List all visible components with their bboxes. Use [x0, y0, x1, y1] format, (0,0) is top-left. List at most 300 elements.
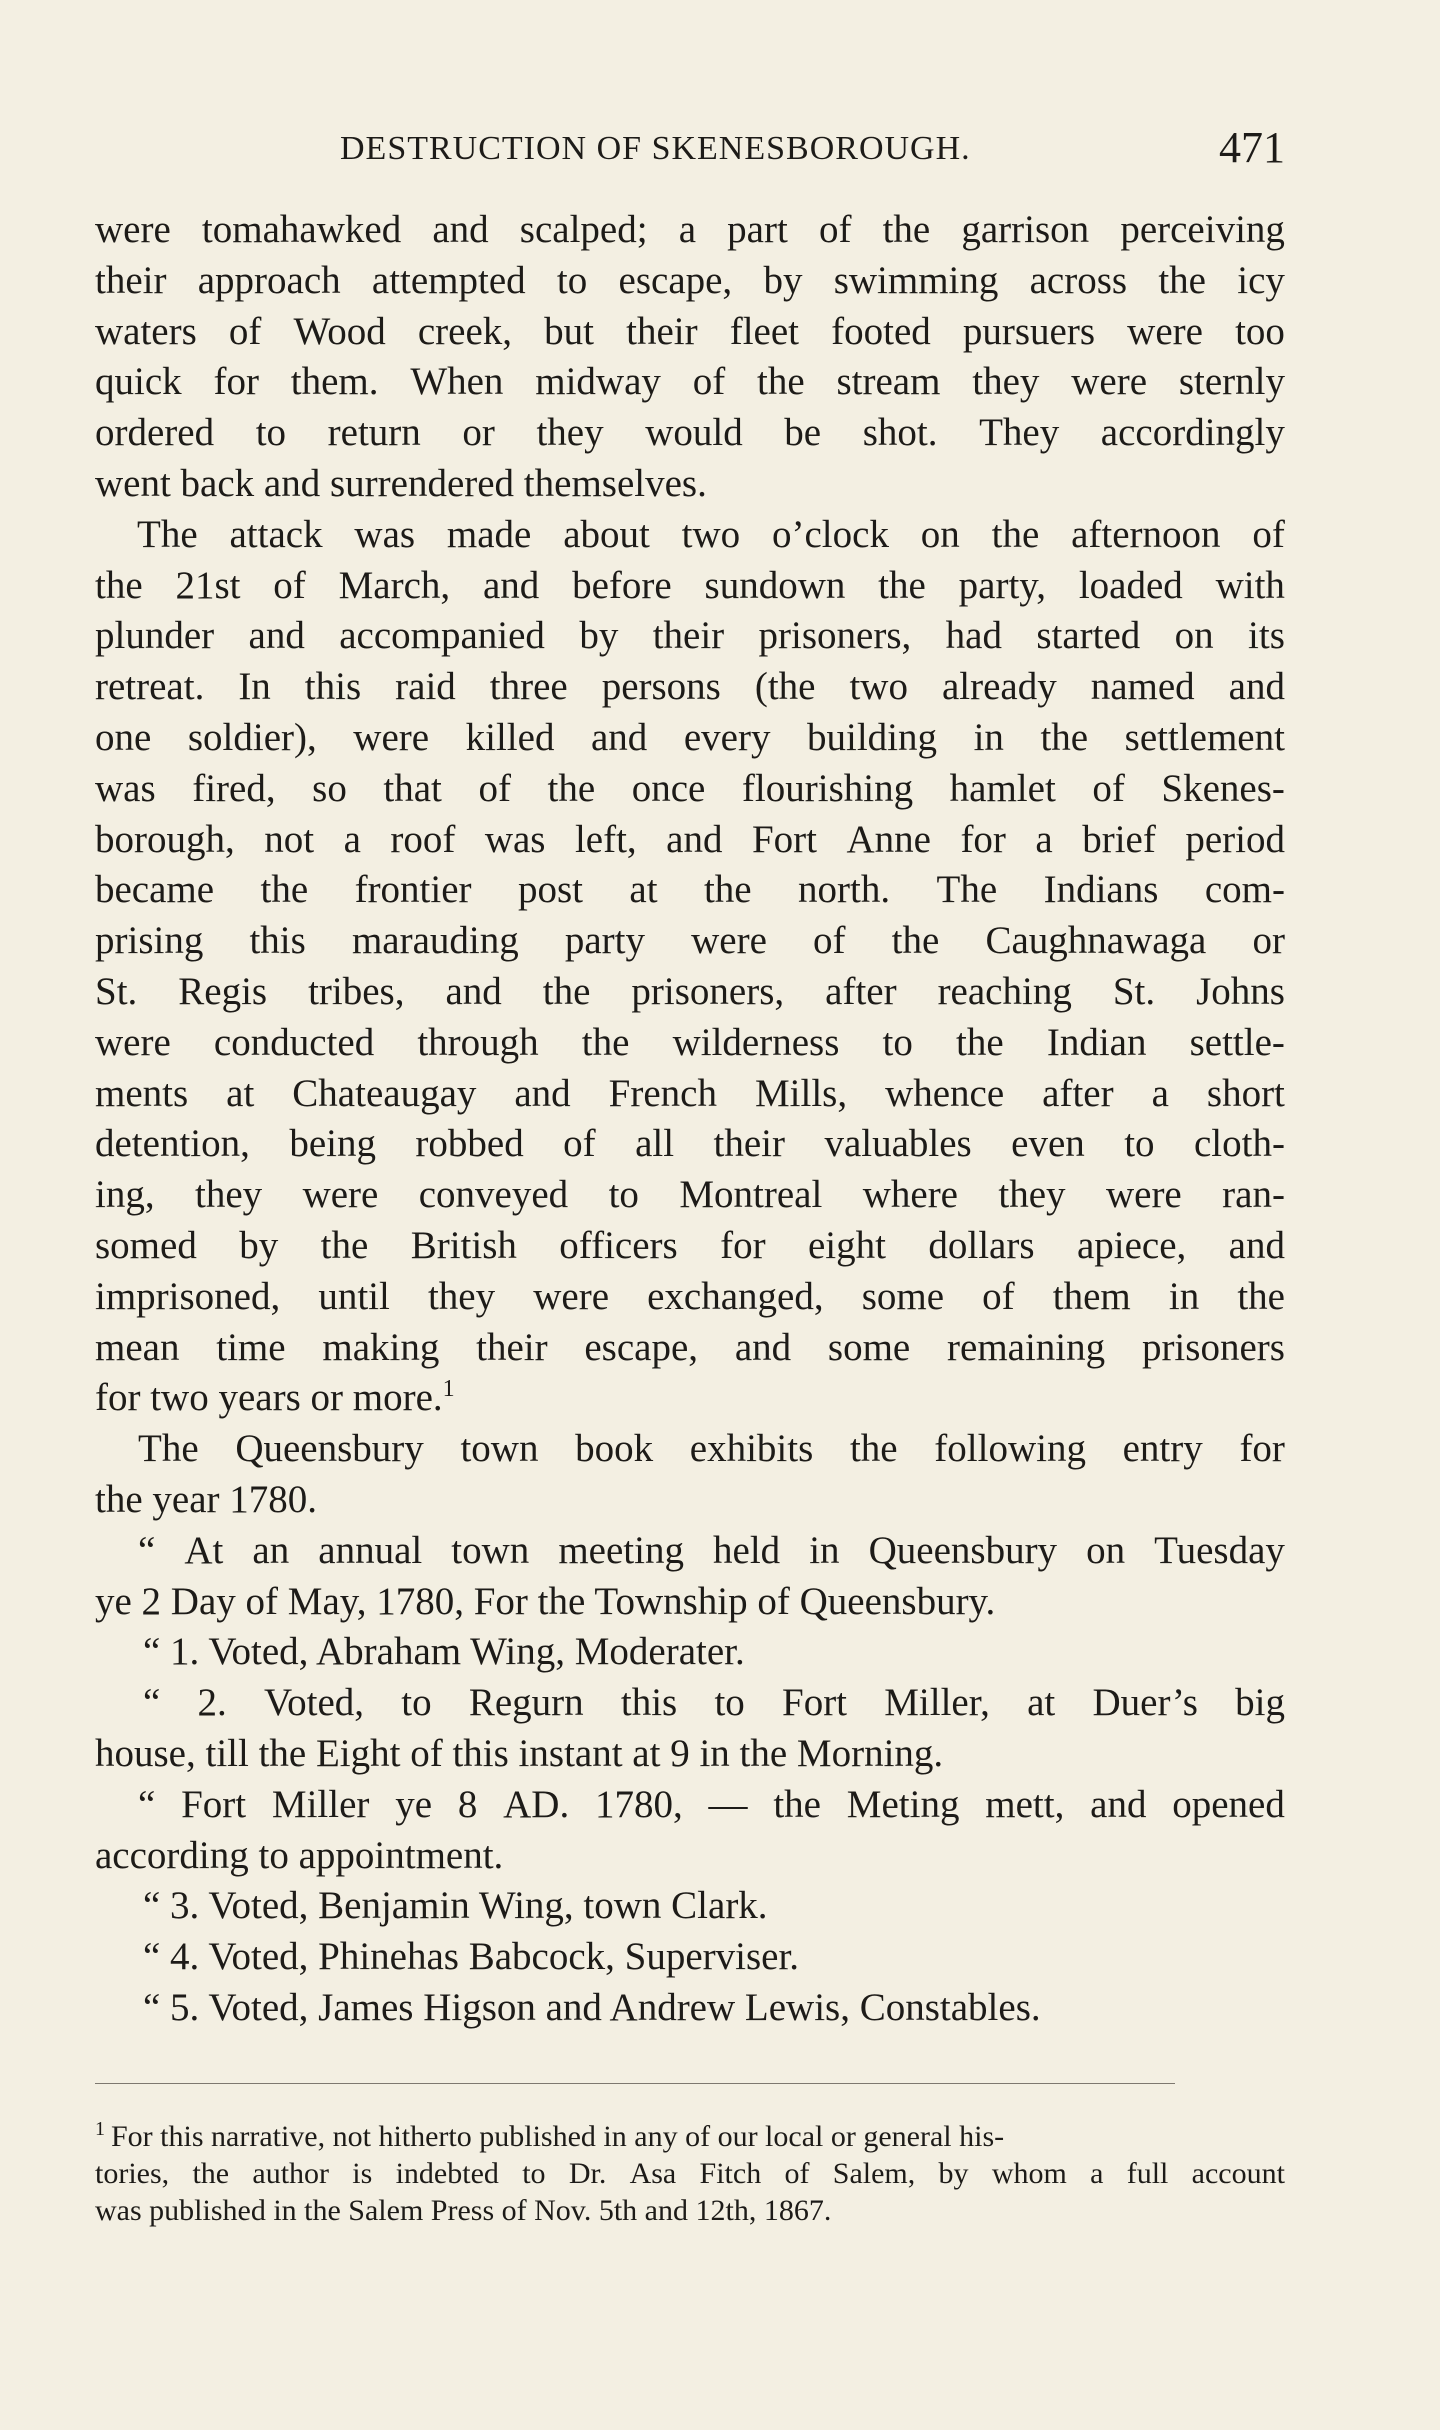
- word: British: [410, 1223, 517, 1267]
- body-line-24: [95, 1373, 1285, 1424]
- word: indebted: [395, 2157, 499, 2190]
- word: and: [248, 614, 305, 658]
- word: Indians: [1043, 868, 1159, 912]
- word: for: [213, 360, 259, 404]
- word: somed: [95, 1223, 197, 1267]
- running-head: [95, 122, 1285, 174]
- word: for: [720, 1223, 766, 1267]
- word: Montreal: [679, 1173, 823, 1217]
- word: them.: [290, 360, 379, 404]
- word: attack: [229, 512, 323, 556]
- body-line-24-text: for two years or more.: [95, 1376, 443, 1420]
- word: town: [460, 1427, 539, 1471]
- footnote-divider: [95, 2083, 1175, 2084]
- body-line-17: [95, 1018, 1285, 1069]
- word: afternoon: [1071, 512, 1221, 556]
- word: was: [484, 817, 546, 861]
- word: “: [138, 1782, 156, 1826]
- word: and: [445, 969, 502, 1013]
- word: too: [1235, 309, 1285, 353]
- word: stream: [836, 360, 941, 404]
- word: Voted,: [264, 1681, 365, 1725]
- word: were: [1105, 1173, 1182, 1217]
- body-line-8: [95, 561, 1285, 612]
- body-line-34: “ 3. Voted, Benjamin Wing, town Clark.: [143, 1884, 768, 1928]
- word: “: [138, 1528, 156, 1572]
- word: accompanied: [339, 614, 545, 658]
- word: conveyed: [418, 1173, 569, 1217]
- word: (the: [754, 665, 816, 709]
- word: in: [809, 1528, 840, 1572]
- word: on: [1086, 1528, 1126, 1572]
- word: a: [1035, 817, 1053, 861]
- word: not: [264, 817, 315, 861]
- word: reaching: [937, 969, 1072, 1013]
- word: where: [862, 1173, 958, 1217]
- body-line-21: [95, 1221, 1285, 1272]
- word: the: [882, 208, 931, 251]
- word: across: [1029, 258, 1128, 302]
- word: —: [708, 1782, 748, 1826]
- word: exhibits: [689, 1427, 814, 1471]
- word: an: [252, 1528, 290, 1572]
- word: settle-: [1189, 1020, 1285, 1064]
- word: exchanged,: [647, 1274, 824, 1318]
- word: Miller: [271, 1782, 370, 1826]
- word: perceiving: [1120, 208, 1285, 251]
- word: entry: [1122, 1427, 1203, 1471]
- word: “: [143, 1681, 161, 1725]
- word: were: [95, 1020, 171, 1064]
- body-line-26: the year 1780.: [95, 1477, 318, 1521]
- word: the: [757, 360, 805, 404]
- body-line-10: [95, 662, 1285, 713]
- word: they: [195, 1173, 263, 1217]
- body-line-31: house, till the Eight of this instant at 9 in the Morning.: [95, 1731, 944, 1775]
- word: period: [1185, 817, 1285, 861]
- word: its: [1248, 614, 1285, 658]
- body-line-2: [95, 256, 1285, 307]
- word: the: [891, 919, 940, 963]
- word: roof: [390, 817, 456, 861]
- word: a: [343, 817, 361, 861]
- word: scalped;: [519, 208, 648, 251]
- word: this: [620, 1681, 678, 1725]
- word: this: [249, 919, 306, 963]
- body-line-30: [95, 1678, 1285, 1729]
- body-line-23: [95, 1323, 1285, 1374]
- word: footed: [831, 309, 931, 353]
- word: their: [626, 309, 698, 353]
- word: and: [432, 208, 489, 251]
- word: and: [1228, 665, 1285, 709]
- word: quick: [95, 360, 182, 404]
- word: ing,: [95, 1173, 155, 1217]
- word: Salem,: [832, 2157, 916, 2190]
- word: to: [714, 1681, 745, 1725]
- body-line-22: [95, 1272, 1285, 1323]
- word: two: [849, 665, 908, 709]
- word: is: [352, 2157, 373, 2190]
- word: once: [631, 766, 706, 810]
- word: tribes,: [308, 969, 405, 1013]
- word: they: [972, 360, 1040, 404]
- word: valuables: [824, 1122, 972, 1166]
- word: raid: [395, 665, 456, 709]
- word: Regurn: [468, 1681, 584, 1725]
- word: Dr.: [568, 2157, 607, 2190]
- word: full: [1126, 2157, 1169, 2190]
- word: big: [1235, 1681, 1285, 1725]
- body-line-20: [95, 1170, 1285, 1221]
- word: the: [703, 868, 752, 912]
- word: after: [825, 969, 897, 1013]
- body-line-12: [95, 764, 1285, 815]
- word: made: [446, 512, 532, 556]
- word: opened: [1172, 1782, 1285, 1826]
- body-text: [95, 205, 1285, 2034]
- word: part: [727, 208, 788, 251]
- word: party,: [958, 563, 1046, 607]
- word: Skenes-: [1161, 766, 1285, 810]
- word: AD.: [503, 1782, 570, 1826]
- word: March,: [338, 563, 451, 607]
- page-number: 471: [1219, 123, 1285, 172]
- word: approach: [197, 258, 341, 302]
- word: Fort: [782, 1681, 848, 1725]
- word: author: [252, 2157, 330, 2190]
- footnote-reference: 1: [442, 1376, 455, 1403]
- body-line-5: [95, 408, 1285, 459]
- word: When: [410, 360, 504, 404]
- word: that: [383, 766, 442, 810]
- word: started: [1036, 614, 1141, 658]
- footnote-line-3-text: was published in the Salem Press of Nov. 5th and 12th, 1867.: [95, 2194, 832, 2227]
- word: escape,: [618, 258, 733, 302]
- word: before: [572, 563, 672, 607]
- word: to: [1124, 1122, 1155, 1166]
- word: garrison: [961, 208, 1090, 251]
- word: Miller,: [884, 1681, 990, 1725]
- word: icy: [1237, 258, 1285, 302]
- word: and: [514, 1071, 571, 1115]
- word: were: [691, 919, 767, 963]
- word: loaded: [1078, 563, 1183, 607]
- word: ran-: [1222, 1173, 1285, 1217]
- word: prisoners,: [631, 969, 785, 1013]
- footnote-marker: 1 For this narrative, not hitherto published in any of our local or general his-: [95, 2118, 1005, 2153]
- word: mett,: [985, 1782, 1065, 1826]
- footnote-line-1: [95, 2118, 1285, 2155]
- word: on: [920, 512, 960, 556]
- word: of: [478, 766, 511, 810]
- word: and: [482, 563, 540, 607]
- word: to: [401, 1681, 432, 1725]
- word: annual: [318, 1528, 423, 1572]
- word: frontier: [354, 868, 472, 912]
- word: by: [239, 1223, 279, 1267]
- word: had: [945, 614, 1002, 658]
- word: named: [1090, 665, 1195, 709]
- body-line-18: [95, 1069, 1285, 1120]
- word: Fort: [751, 817, 817, 861]
- body-line-14: [95, 865, 1285, 916]
- body-line-16: [95, 967, 1285, 1018]
- word: book: [575, 1427, 654, 1471]
- word: they: [998, 1173, 1066, 1217]
- word: the: [542, 969, 591, 1013]
- word: waters: [95, 309, 197, 353]
- word: was: [95, 766, 156, 810]
- word: and: [666, 817, 723, 861]
- word: Fitch: [699, 2157, 762, 2190]
- word: to: [522, 2157, 546, 2190]
- word: the: [1040, 715, 1089, 759]
- word: Meting: [846, 1782, 960, 1826]
- word: imprisoned,: [95, 1274, 281, 1318]
- word: whence: [885, 1071, 1005, 1115]
- word: the: [95, 563, 143, 607]
- word: of: [1092, 766, 1125, 810]
- word: apiece,: [1076, 1223, 1187, 1267]
- word: the: [320, 1223, 369, 1267]
- word: dollars: [928, 1223, 1035, 1267]
- word: on: [1174, 614, 1214, 658]
- word: a: [678, 208, 697, 251]
- word: building: [807, 715, 938, 759]
- word: north.: [798, 868, 891, 912]
- body-line-15: [95, 916, 1285, 967]
- word: Caughnawaga: [985, 919, 1207, 963]
- word: Regis: [178, 969, 268, 1013]
- word: In: [238, 665, 271, 709]
- footnote-line-2: [95, 2155, 1285, 2192]
- word: in: [973, 715, 1004, 759]
- word: to: [608, 1173, 639, 1217]
- word: swimming: [833, 258, 999, 302]
- word: ordered: [95, 411, 215, 455]
- word: Anne: [846, 817, 931, 861]
- word: were: [353, 715, 430, 759]
- body-line-1: [95, 205, 1285, 256]
- word: for: [1239, 1427, 1285, 1471]
- word: eight: [807, 1223, 886, 1267]
- word: shot.: [862, 411, 938, 455]
- body-line-28: ye 2 Day of May, 1780, For the Township of Queensbury.: [95, 1579, 996, 1623]
- word: ments: [95, 1071, 189, 1115]
- word: officers: [559, 1223, 678, 1267]
- word: their: [713, 1122, 785, 1166]
- body-line-7: [95, 510, 1285, 561]
- word: pursuers: [962, 309, 1096, 353]
- word: this: [304, 665, 362, 709]
- word: their: [652, 614, 725, 658]
- word: and: [1228, 1223, 1285, 1267]
- body-line-29: “ 1. Voted, Abraham Wing, Moderater.: [143, 1630, 745, 1674]
- word: killed: [465, 715, 555, 759]
- word: prisoners,: [758, 614, 912, 658]
- word: Asa: [629, 2157, 677, 2190]
- word: whom: [991, 2157, 1067, 2190]
- word: Queensbury: [235, 1427, 424, 1471]
- footnote-line-3: [95, 2192, 1285, 2229]
- word: French: [608, 1071, 717, 1115]
- word: flourishing: [741, 766, 914, 810]
- word: sundown: [704, 563, 846, 607]
- word: the: [956, 1020, 1004, 1064]
- word: their: [476, 1325, 548, 1369]
- word: mean: [95, 1325, 180, 1369]
- word: Wood: [293, 309, 386, 353]
- word: some: [827, 1325, 911, 1369]
- word: prising: [95, 919, 204, 963]
- word: wilderness: [672, 1020, 840, 1064]
- word: account: [1191, 2157, 1285, 2190]
- word: making: [322, 1325, 440, 1369]
- word: town: [451, 1528, 530, 1572]
- word: at: [629, 868, 658, 912]
- word: tomahawked: [201, 208, 402, 251]
- word: by: [938, 2157, 969, 2190]
- word: o’clock: [772, 512, 889, 556]
- word: fleet: [729, 309, 799, 353]
- word: settlement: [1124, 715, 1285, 759]
- word: the: [547, 766, 596, 810]
- word: three: [489, 665, 568, 709]
- word: a: [1090, 2157, 1104, 2190]
- word: they: [536, 411, 604, 455]
- word: every: [683, 715, 771, 759]
- word: brief: [1082, 817, 1156, 861]
- word: tories,: [95, 2157, 170, 2190]
- word: remaining: [947, 1325, 1106, 1369]
- body-line-19: [95, 1119, 1285, 1170]
- word: borough,: [95, 817, 235, 861]
- word: until: [318, 1274, 390, 1318]
- body-line-4: [95, 357, 1285, 408]
- word: The: [936, 868, 998, 912]
- word: creek,: [417, 309, 513, 353]
- word: all: [635, 1122, 675, 1166]
- body-line-25: [95, 1424, 1285, 1475]
- word: retreat.: [95, 665, 205, 709]
- word: the: [773, 1782, 821, 1826]
- word: Johns: [1196, 969, 1285, 1013]
- word: following: [934, 1427, 1086, 1471]
- word: the: [1237, 1274, 1285, 1318]
- word: and: [734, 1325, 792, 1369]
- body-line-9: [95, 611, 1285, 662]
- word: even: [1011, 1122, 1085, 1166]
- body-line-36: “ 5. Voted, James Higson and Andrew Lewis, Constables.: [143, 1985, 1041, 2029]
- word: of: [813, 919, 846, 963]
- word: marauding: [351, 919, 519, 963]
- word: about: [563, 512, 650, 556]
- chapter-title: DESTRUCTION OF SKENESBOROUGH.: [340, 130, 971, 167]
- word: persons: [601, 665, 721, 709]
- word: plunder: [95, 614, 215, 658]
- word: after: [1042, 1071, 1114, 1115]
- word: being: [289, 1122, 376, 1166]
- word: in: [1168, 1274, 1200, 1318]
- word: ye: [395, 1782, 433, 1826]
- word: 8: [457, 1782, 478, 1826]
- word: left,: [574, 817, 637, 861]
- word: be: [784, 411, 822, 455]
- word: Indian: [1046, 1020, 1147, 1064]
- word: accordingly: [1100, 411, 1285, 455]
- body-line-13: [95, 815, 1285, 866]
- word: became: [95, 868, 215, 912]
- word: were: [1071, 360, 1148, 404]
- word: cloth-: [1194, 1122, 1285, 1166]
- word: of: [228, 309, 262, 353]
- word: meeting: [558, 1528, 684, 1572]
- word: com-: [1204, 868, 1285, 912]
- word: they: [427, 1274, 496, 1318]
- footnotes: [95, 2118, 1285, 2229]
- word: two: [681, 512, 741, 556]
- word: the: [991, 512, 1040, 556]
- word: were: [533, 1274, 610, 1318]
- word: was: [354, 512, 416, 556]
- word: St.: [95, 969, 138, 1013]
- word: were: [302, 1173, 379, 1217]
- word: for: [960, 817, 1006, 861]
- word: were: [95, 208, 171, 251]
- word: attempted: [371, 258, 526, 302]
- word: conducted: [213, 1020, 375, 1064]
- word: and: [1090, 1782, 1147, 1826]
- word: of: [818, 208, 852, 251]
- body-line-27: [95, 1526, 1285, 1577]
- word: Duer’s: [1092, 1681, 1198, 1725]
- word: the: [849, 1427, 898, 1471]
- word: Chateaugay: [292, 1071, 477, 1115]
- word: Queensbury: [868, 1528, 1058, 1572]
- word: soldier),: [187, 715, 317, 759]
- word: time: [216, 1325, 286, 1369]
- word: hamlet: [949, 766, 1056, 810]
- word: one: [95, 715, 152, 759]
- word: St.: [1112, 969, 1156, 1013]
- word: 1780,: [595, 1782, 683, 1826]
- word: sternly: [1178, 360, 1285, 404]
- word: of: [982, 1274, 1015, 1318]
- word: robbed: [415, 1122, 524, 1166]
- word: to: [882, 1020, 913, 1064]
- word: party: [564, 919, 645, 963]
- body-line-35: “ 4. Voted, Phinehas Babcock, Superviser.: [143, 1935, 800, 1979]
- word: at: [1027, 1681, 1056, 1725]
- word: the: [192, 2157, 230, 2190]
- word: and: [591, 715, 648, 759]
- body-line-3: [95, 307, 1285, 358]
- word: return: [327, 411, 421, 455]
- word: so: [312, 766, 347, 810]
- word: detention,: [95, 1122, 250, 1166]
- word: The: [137, 512, 198, 556]
- word: of: [692, 360, 726, 404]
- word: short: [1206, 1071, 1285, 1115]
- word: to: [556, 258, 588, 302]
- word: of: [1252, 512, 1285, 556]
- word: 21st: [175, 563, 241, 607]
- word: their: [95, 258, 167, 302]
- word: some: [861, 1274, 945, 1318]
- word: At: [184, 1528, 224, 1572]
- word: them: [1052, 1274, 1131, 1318]
